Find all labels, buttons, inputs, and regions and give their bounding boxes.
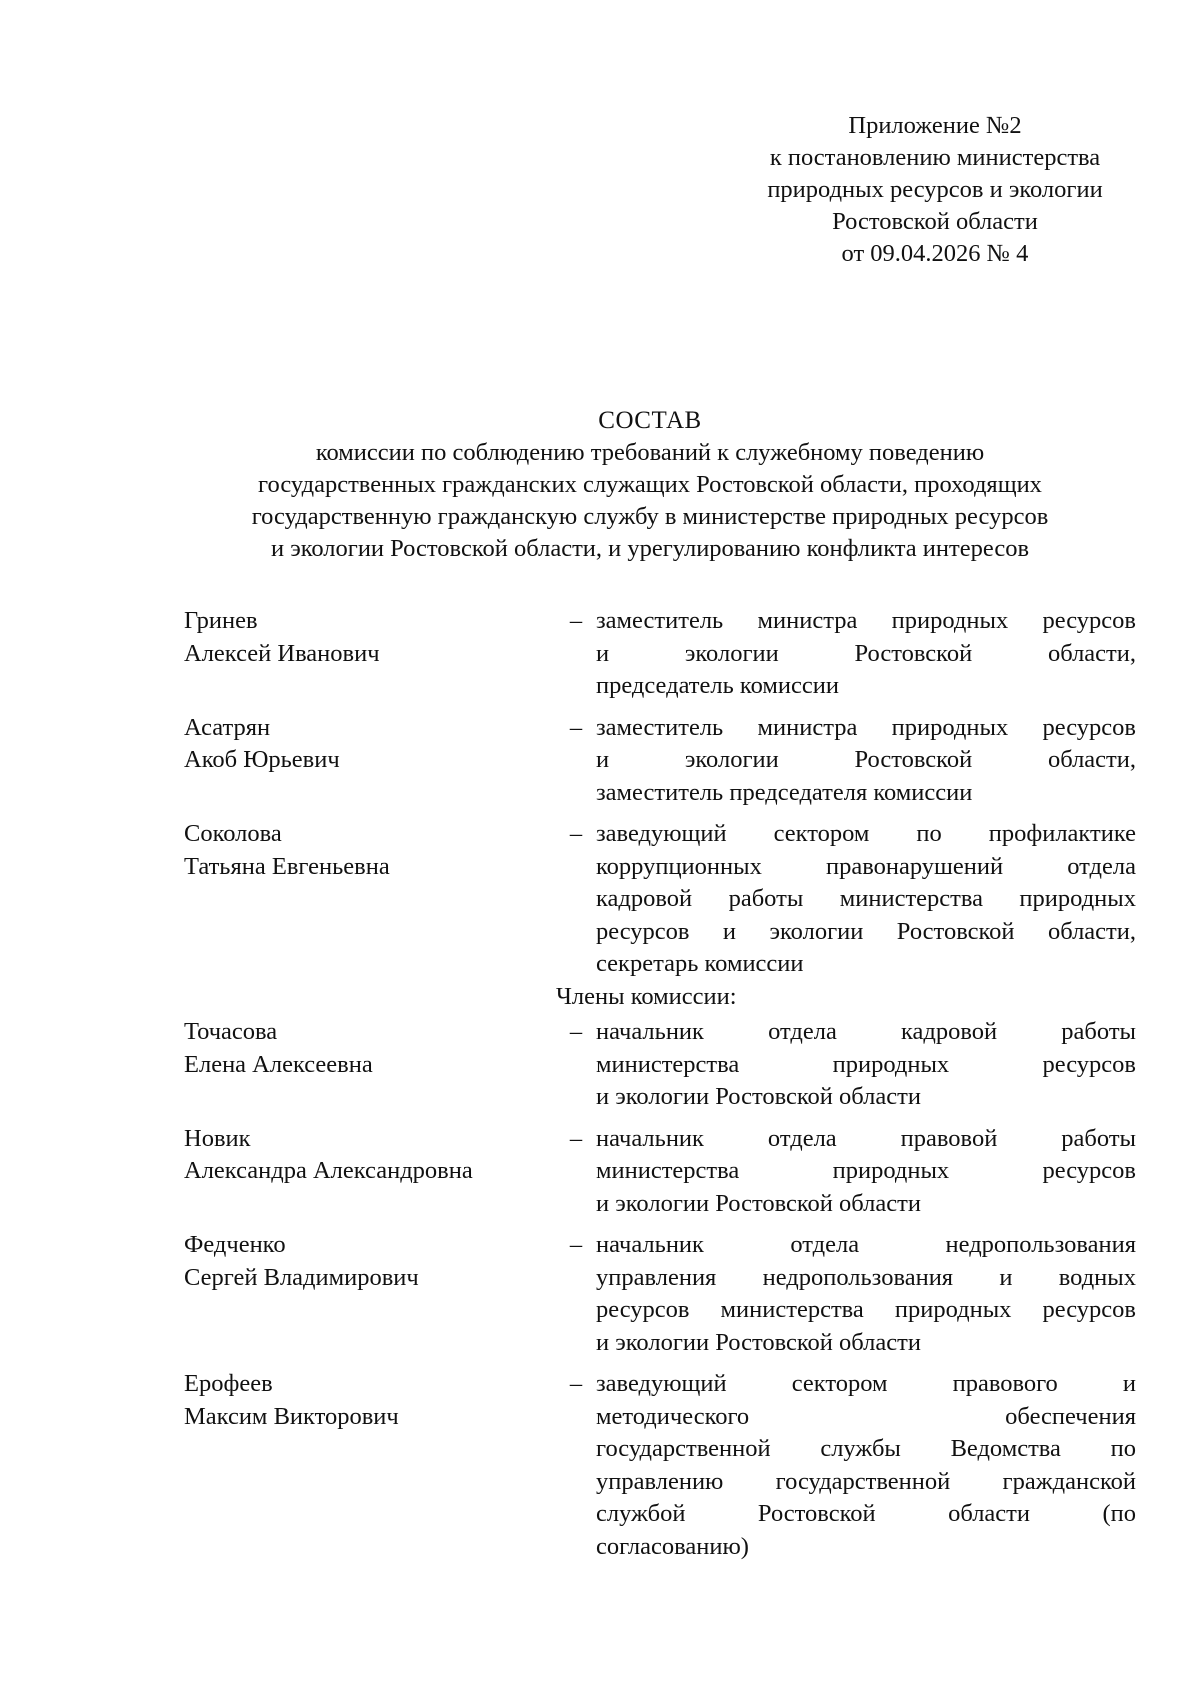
dash-separator: – (569, 1370, 583, 1397)
member-name (184, 1229, 556, 1359)
title-line: государственную гражданскую службу в министерстве природных ресурсов (251, 503, 1049, 530)
position-line: министерства природных ресурсов (596, 1157, 1136, 1184)
member-position (596, 1229, 1136, 1359)
member-given-name: Сергей Владимирович (184, 1263, 419, 1291)
position-line: начальник отдела кадровой работы (596, 1018, 1136, 1045)
member-surname: Ерофеев (184, 1370, 273, 1397)
member-name (184, 1368, 556, 1563)
member-position (596, 1123, 1136, 1221)
member-position (596, 605, 1136, 703)
member-name (184, 818, 556, 981)
member-name (184, 1123, 556, 1221)
member-given-name: Алексей Иванович (184, 639, 380, 667)
position-line: и экологии Ростовской области, (596, 639, 1136, 667)
position-line: и экологии Ростовской области, (596, 746, 1136, 773)
member-surname: Асатрян (184, 713, 271, 741)
member-given-name: Максим Викторович (184, 1402, 399, 1430)
position-line: секретарь комиссии (596, 950, 804, 977)
position-line: государственной службы Ведомства по (596, 1435, 1136, 1462)
member-name (184, 1016, 556, 1114)
commission-list (184, 605, 1136, 1572)
title-line: государственных гражданских служащих Ростовской области, проходящих (258, 471, 1042, 498)
appendix-line: Ростовской области (832, 208, 1038, 235)
position-line: начальник отдела правовой работы (596, 1124, 1136, 1152)
member-row (184, 712, 1136, 810)
member-row (184, 1368, 1136, 1563)
member-row (184, 1016, 1136, 1114)
appendix-header (700, 110, 1170, 270)
member-row (184, 1229, 1136, 1359)
appendix-line: к постановлению министерства (769, 144, 1101, 171)
document-title (150, 405, 1150, 565)
appendix-line: природных ресурсов и экологии (767, 176, 1103, 203)
position-line: кадровой работы министерства природных (596, 885, 1136, 912)
member-surname: Новик (184, 1124, 251, 1152)
members-subheading: Члены комиссии: (556, 982, 737, 1010)
position-line: коррупционных правонарушений отдела (596, 852, 1136, 880)
member-row (184, 1123, 1136, 1221)
dash-separator: – (569, 1231, 583, 1258)
position-line: заместитель министра природных ресурсов (596, 607, 1136, 634)
member-given-name: Александра Александровна (184, 1157, 473, 1184)
position-line: и экологии Ростовской области (596, 1083, 921, 1110)
member-surname: Точасова (184, 1018, 278, 1045)
position-line: ресурсов министерства природных ресурсов (596, 1296, 1136, 1323)
dash-separator: – (569, 607, 583, 634)
position-line: и экологии Ростовской области (596, 1328, 921, 1356)
position-line: управления недропользования и водных (596, 1263, 1136, 1291)
member-given-name: Елена Алексеевна (184, 1050, 373, 1078)
position-line: ресурсов и экологии Ростовской области, (596, 917, 1136, 945)
member-row (184, 605, 1136, 703)
member-surname: Федченко (184, 1231, 286, 1258)
position-line: службой Ростовской области (по (596, 1500, 1136, 1527)
member-given-name: Татьяна Евгеньевна (184, 852, 390, 880)
position-line: заместитель председателя комиссии (596, 778, 973, 806)
position-line: методического обеспечения (596, 1402, 1136, 1430)
member-name (184, 605, 556, 703)
dash-separator: – (569, 820, 583, 847)
member-surname: Соколова (184, 820, 282, 847)
title-line: и экологии Ростовской области, и урегулированию конфликта интересов (270, 535, 1030, 562)
position-line: заведующий сектором правового и (596, 1370, 1136, 1397)
position-line: управлению государственной гражданской (596, 1467, 1136, 1495)
position-line: заместитель министра природных ресурсов (596, 713, 1136, 741)
dash-separator: – (569, 1124, 583, 1152)
position-line: заведующий сектором по профилактике (596, 820, 1136, 847)
member-position (596, 818, 1136, 981)
dash-separator: – (569, 1018, 583, 1045)
member-position (596, 1016, 1136, 1114)
position-line: начальник отдела недропользования (596, 1231, 1136, 1258)
member-given-name: Акоб Юрьевич (184, 746, 340, 773)
member-surname: Гринев (184, 607, 258, 634)
member-name (184, 712, 556, 810)
member-position (596, 712, 1136, 810)
position-line: министерства природных ресурсов (596, 1050, 1136, 1078)
member-position (596, 1368, 1136, 1563)
position-line: согласованию) (596, 1532, 749, 1560)
dash-separator: – (569, 713, 583, 741)
position-line: председатель комиссии (596, 672, 839, 699)
appendix-date: от 09.04.2026 № 4 (841, 240, 1029, 267)
member-row (184, 818, 1136, 981)
title-line: комиссии по соблюдению требований к служебному поведению (315, 439, 985, 466)
position-line: и экологии Ростовской области (596, 1189, 921, 1217)
appendix-number: Приложение №2 (848, 112, 1022, 139)
title-heading: СОСТАВ (598, 407, 702, 434)
